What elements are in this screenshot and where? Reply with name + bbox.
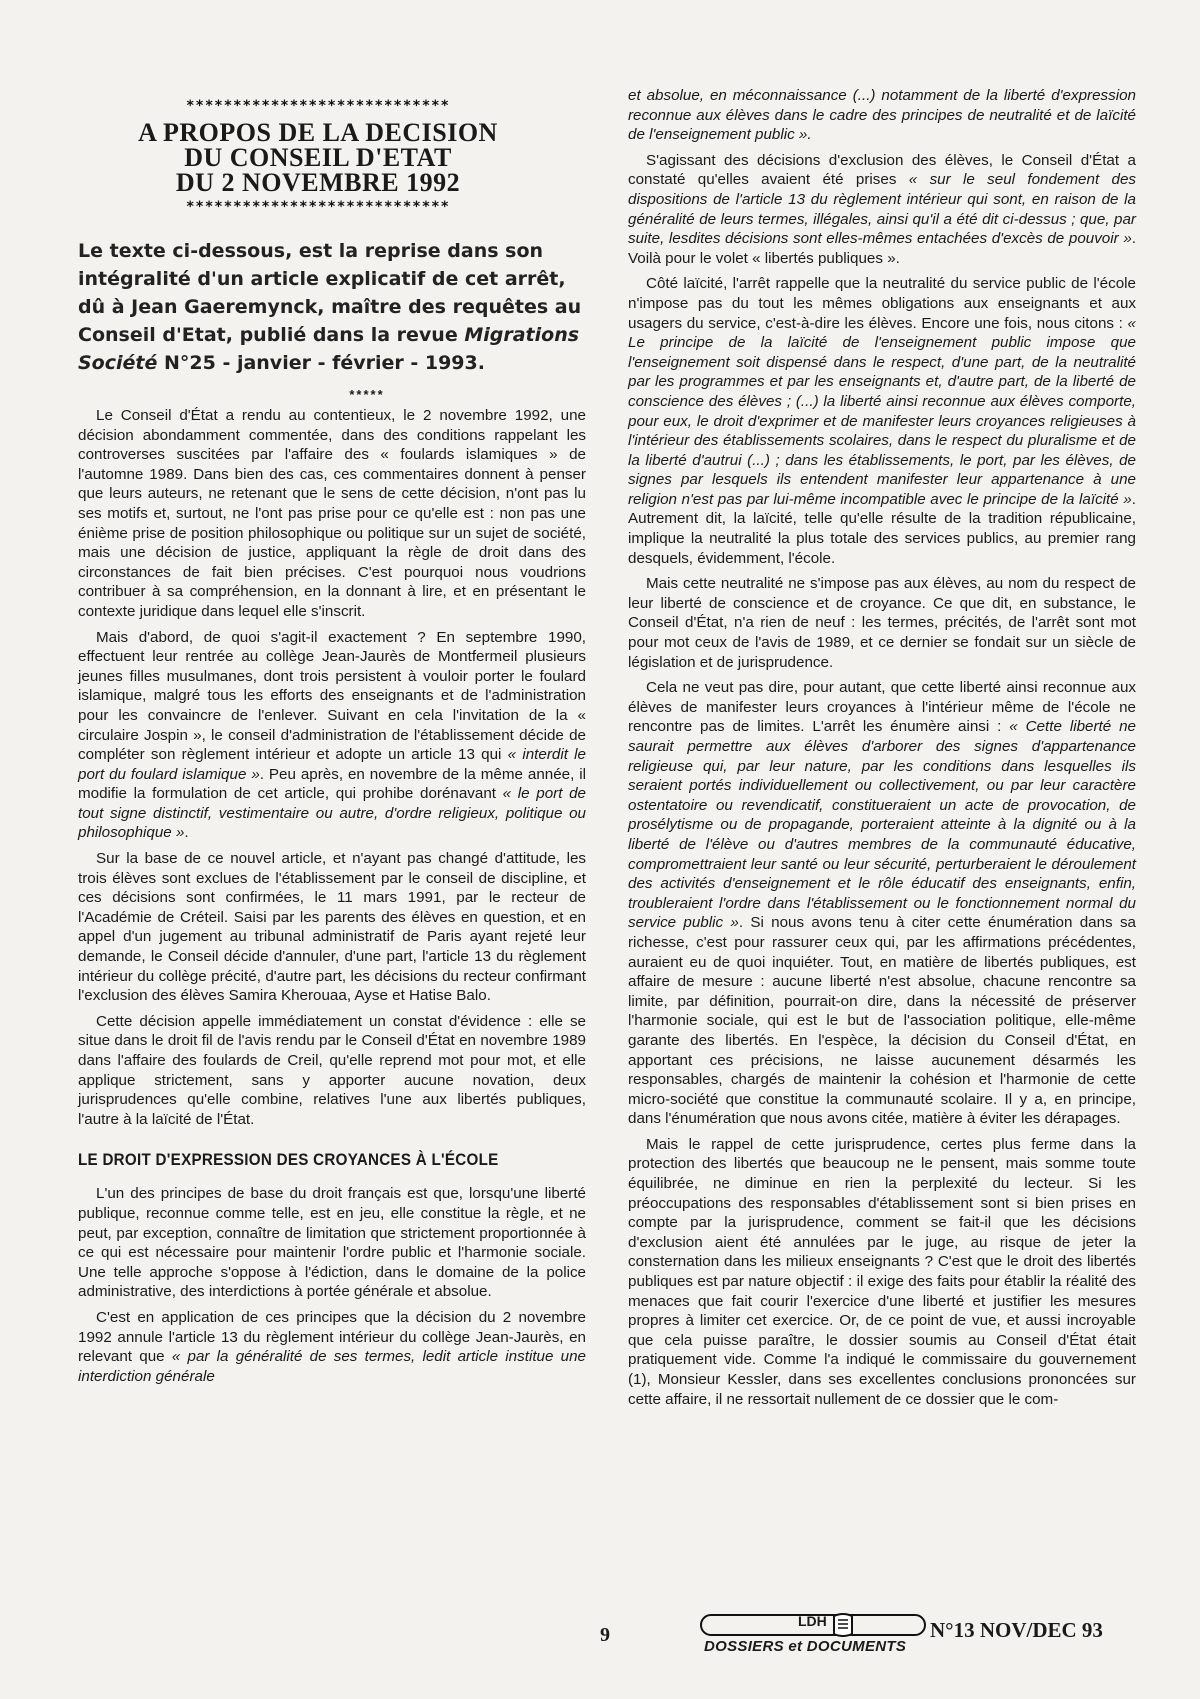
scroll-icon bbox=[830, 1612, 856, 1638]
r1-quote: et absolue, en méconnaissance (...) notamment de la liberté d'expression reconnue aux élèves dans le cadre des principes de neutralité et de laïcité de l'enseignement public ». bbox=[628, 87, 1136, 144]
title-line-2: DU CONSEIL D'ETAT bbox=[184, 143, 452, 172]
left-column bbox=[78, 96, 586, 1392]
r2-quote: « sur le seul fondement des dispositions de l'article 13 du règlement intérieur qui sont, en raison de la généralité de leurs termes, illégales, ainsi qu'il a été dit ci-dessus ; que, par suite, lesdites décisions sont elles-mêmes entachées d'excès de pouvoir » bbox=[628, 171, 1136, 248]
right-paragraph-3 bbox=[628, 274, 1136, 568]
r5-text-a: Cela ne veut pas dire, pour autant, que cette liberté ainsi reconnue aux élèves de manifester leurs croyances à l'intérieur même de l'école ne rencontre pas de limites. L'arrêt les énumère ainsi : bbox=[628, 679, 1136, 736]
issue-label: N°13 NOV/DEC 93 bbox=[930, 1618, 1103, 1642]
p2-text-c: . Peu après, en novembre de la même année, il modifie la formulation de cet article, qui prohibe dorénavant bbox=[78, 765, 586, 803]
left-paragraph-2 bbox=[78, 628, 586, 844]
left-paragraph-3: Sur la base de ce nouvel article, et n'ayant pas changé d'attitude, les trois élèves sont exclues de l'établissement par le conseil de discipline, et ces décisions sont confirmées, le 11 mars 1991, par le recteur de l'Académie de Créteil. Saisi par les parents des élèves en question, et en appel d'un jugement au tribunal administratif de Paris ayant rejeté leur demande, le Conseil décide d'annuler, d'une part, l'article 13 du règlement intérieur du collège précité, d'autre part, les décisions du recteur confirmant l'exclusion des élèves Samira Kherouaa, Ayse et Hatise Balo. bbox=[78, 850, 586, 1005]
right-paragraph-1 bbox=[628, 86, 1136, 145]
ldh-logo bbox=[700, 1614, 926, 1660]
intro-paragraph bbox=[78, 237, 586, 377]
title-stars-bottom: **************************** bbox=[185, 199, 450, 215]
r3-text-a: Côté laïcité, l'arrêt rappelle que la neutralité du service public de l'école n'impose pas du tout les mêmes obligations aux enseignants et aux usagers du service, c'est-à-dire les élèves. Encore une fois, nous citons : bbox=[628, 275, 1136, 332]
title-line-3: DU 2 NOVEMBRE 1992 bbox=[175, 168, 461, 197]
left-paragraph-5: L'un des principes de base du droit français est que, lorsqu'une liberté publique, reconnue comme telle, est en jeu, elle constitue la règle, et ne peut, par exception, connaître de limitation que strictement proportionnée à ce qui est nécessaire pour maintenir l'ordre public et l'harmonie sociale. Une telle approche s'oppose à l'édiction, dans le domaine de la police administrative, des interdictions à portée générale et absolue. bbox=[78, 1185, 586, 1301]
page-footer bbox=[0, 1610, 1200, 1670]
logo-ldh-text: LDH bbox=[798, 1613, 827, 1629]
left-paragraph-6 bbox=[78, 1308, 586, 1386]
p6-quote: « par la généralité de ses termes, ledit article institue une interdiction générale bbox=[78, 1348, 586, 1385]
r3-quote: « Le principe de la laïcité de l'enseignement public impose que l'enseignement soit dispensé dans le respect, d'une part, de la neutralité par les programmes et par les enseignants et, d'autre part, de la liberté de conscience des élèves ; (...) la liberté ainsi reconnue aux élèves comporte, pour eux, le droit d'exprimer et de manifester leurs croyances religieuses à l'intérieur des établissements scolaires, dans le respect du pluralisme et de la liberté d'autrui (...) ; dans les établissements, le port, par les élèves, de signes par lesquels ils entendent manifester leur appartenance à une religion n'est pas par lui-même incompatible avec le principe de la laïcité » bbox=[628, 314, 1136, 508]
left-paragraph-1: Le Conseil d'État a rendu au contentieux, le 2 novembre 1992, une décision abondamment commentée, dans des conditions rappelant les controverses suscitées par l'affaire des « foulards islamiques » de l'automne 1989. Dans bien des cas, ces commentaires donnent à penser que leurs auteurs, ne retenant que le sens de cette décision, n'ont pas lu ses motifs et, surtout, ne l'ont pas prise pour ce qu'elle est : non pas une énième prise de position philosophique ou politique sur un sujet de société, mais une décision de justice, appliquant la règle de droit dans des circonstances de fait bien précises. C'est pourquoi nous voudrions contribuer à sa compréhension, en la donnant à lire, et en présentant le contexte juridique dans lequel elle s'inscrit. bbox=[78, 407, 586, 620]
p6-text-a: C'est en application de ces principes que la décision du 2 novembre 1992 annule l'article 13 du règlement intérieur du collège Jean-Jaurès, en relevant que bbox=[78, 1308, 586, 1366]
right-paragraph-2 bbox=[628, 151, 1136, 269]
p2-text-e: . bbox=[184, 824, 189, 842]
p2-quote-1: « interdit le port du foulard islamique » bbox=[78, 746, 586, 783]
title-stars-top: **************************** bbox=[185, 98, 450, 114]
r3-text-c: . Autrement dit, la laïcité, telle qu'elle résulte de la tradition républicaine, implique la neutralité la plus totale des services publics, au premier rang desquels, évidemment, l'école. bbox=[628, 490, 1136, 567]
right-paragraph-6: Mais le rappel de cette jurisprudence, certes plus ferme dans la protection des libertés que beaucoup ne le pensent, mais somme toute équilibrée, ne diminue en rien la perplexité du lecteur. Si les préoccupations des responsables d'établissement sont si bien prises en compte par la jurisprudence, comment se fait-il que les décisions d'exclusion aient été annulées par le juge, au risque de jeter la consternation dans les milieux enseignants ? C'est que le droit des libertés publiques est par nature objectif : il exige des faits pour établir la réalité des menaces que fait courir l'exercice d'une liberté et justifier les mesures propres à limiter cet exercice. Or, de ce point de vue, et aussi incroyable que cela puisse paraître, le dossier soumis au Conseil d'État était pratiquement vide. Comme l'a indiqué le commissaire du gouvernement (1), Monsieur Kessler, dans ses excellentes conclusions prononcées sur cette affaire, il ne ressortait nullement de ce dossier que le com- bbox=[628, 1135, 1136, 1408]
r2-text-a: S'agissant des décisions d'exclusion des élèves, le Conseil d'État a constaté qu'elles avaient été prises bbox=[628, 151, 1136, 189]
separator-stars: ***** bbox=[349, 387, 385, 402]
left-paragraph-4: Cette décision appelle immédiatement un constat d'évidence : elle se situe dans le droit fil de l'avis rendu par le Conseil d'État en novembre 1989 dans l'affaire des foulards de Creil, qu'elle reprend mot pour mot, et elle applique strictement, sans y apporter aucune novation, deux jurisprudences qu'elle combine, relatives l'une aux libertés publiques, l'autre à la laïcité de l'État. bbox=[78, 1012, 586, 1128]
right-paragraph-4: Mais cette neutralité ne s'impose pas aux élèves, au nom du respect de leur liberté de conscience et de croyance. Ce que dit, en substance, le Conseil d'État, n'a rien de neuf : les termes, précités, de l'arrêt sont mot pour mot ceux de l'avis de 1989, et ce dernier se fondait sur un siècle de législation et de jurisprudence. bbox=[628, 575, 1136, 671]
r2-text-c: . Voilà pour le volet « libertés publiques ». bbox=[628, 230, 1136, 267]
page-number: 9 bbox=[600, 1624, 610, 1646]
right-paragraph-5 bbox=[628, 678, 1136, 1129]
title-line-1: A PROPOS DE LA DECISION bbox=[138, 118, 498, 147]
p2-quote-2: « le port de tout signe distinctif, vestimentaire ou autre, d'ordre religieux, politique ou philosophique » bbox=[78, 785, 586, 842]
p2-text-a: Mais d'abord, de quoi s'agit-il exactement ? En septembre 1990, effectuent leur rentrée au collège Jean-Jaurès de Montfermeil plusieurs jeunes filles musulmanes, dont trois persistent à vouloir porter le foulard islamique, malgré tous les efforts des enseignants et de l'administration pour les convaincre de l'enlever. Suivant en cela l'invitation de la « circulaire Jospin », le conseil d'administration de l'établissement décide de compléter son règlement intérieur et adopte un article 13 qui bbox=[78, 628, 586, 764]
r5-quote: « Cette liberté ne saurait permettre aux élèves d'arborer des signes d'appartenance religieuse qui, par leur nature, par les conditions dans lesquelles ils seraient portés individuellement ou collectivement, ou par leur caractère ostentatoire ou revendicatif, constitueraient un acte de provocation, de prosélytisme ou de propagande, porteraient atteinte à la dignité ou à la liberté de l'élève ou d'autres membres de la communauté éducative, compromettraient leur santé ou leur sécurité, perturberaient le déroulement des activités d'enseignement et le rôle éducatif des enseignants, enfin, troubleraient l'ordre dans l'établissement ou le fonctionnement normal du service public » bbox=[628, 718, 1137, 932]
r5-text-c: . Si nous avons tenu à citer cette énumération dans sa richesse, c'est pour rassurer ceux qui, par les affirmations précédentes, auraient eu de quoi inquiéter. Tout, en matière de libertés publiques, est affaire de mesure : aucune liberté n'est absolue, chacune rencontre sa limite, par définition, pourrait-on dire, dans la nécessité de préserver l'harmonie sociale, qui est le but de l'association politique, elle-même garante des libertés. En l'espèce, la décision du Conseil d'État, en apportant ces précisions, ne laisse aucunement désarmés les responsables, chargés de maintenir la cohésion et l'harmonie de cette micro-société que constitue la communauté scolaire. Il y a, en principe, dans l'énumération que nous avons citée, matière à éviter les dérapages. bbox=[628, 914, 1136, 1128]
logo-subtitle: DOSSIERS et DOCUMENTS bbox=[704, 1638, 907, 1655]
intro-journal: Migrations Société bbox=[78, 324, 580, 374]
article-title bbox=[108, 120, 528, 195]
intro-text-after: N°25 - janvier - février - 1993. bbox=[157, 352, 485, 374]
right-column bbox=[628, 86, 1136, 1415]
section-heading: LE DROIT D'EXPRESSION DES CROYANCES À L'ÉCOLE bbox=[78, 1151, 499, 1170]
intro-text-before: Le texte ci-dessous, est la reprise dans son intégralité d'un article explicatif de cet arrêt, dû à Jean Gaeremynck, maître des requêtes au Conseil d'Etat, publié dans la revue bbox=[78, 240, 582, 346]
